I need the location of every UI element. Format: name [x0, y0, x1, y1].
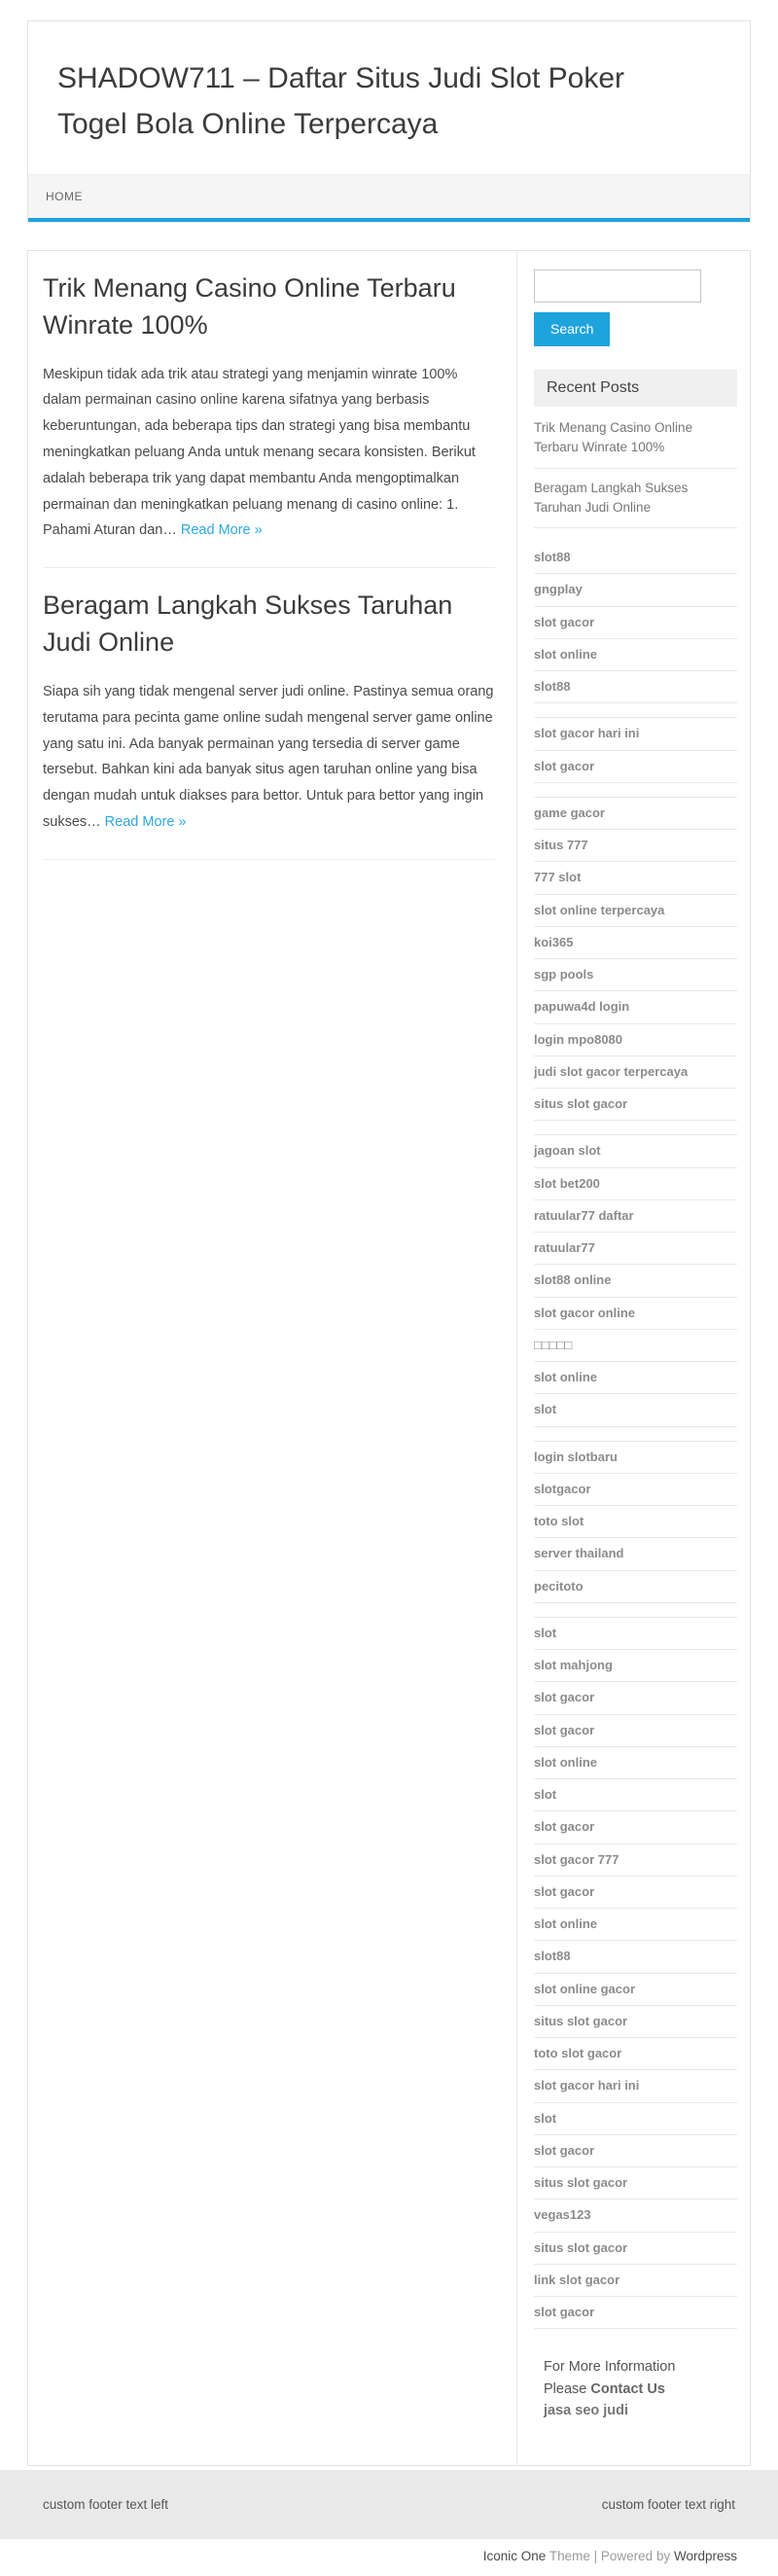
- sidebar-link-item: [534, 1442, 737, 1474]
- sidebar-link[interactable]: server thailand: [534, 1546, 624, 1561]
- sidebar-link[interactable]: login mpo8080: [534, 1031, 623, 1047]
- sidebar-link-item: [534, 1394, 737, 1426]
- sidebar-link-item: [534, 1941, 737, 1973]
- sidebar-link-item: [534, 991, 737, 1023]
- link-group: [534, 542, 737, 703]
- sidebar-link[interactable]: link slot gacor: [534, 2272, 620, 2287]
- credits-powered-by: Powered by: [600, 2548, 671, 2563]
- sidebar-link-item: [534, 1330, 737, 1362]
- sidebar-link-item: [534, 1618, 737, 1650]
- post-excerpt: [43, 679, 495, 836]
- link-group: [534, 797, 737, 1122]
- sidebar-link[interactable]: slot gacor: [534, 2142, 595, 2158]
- sidebar-link[interactable]: situs 777: [534, 838, 588, 852]
- sidebar-link[interactable]: slotgacor: [534, 1481, 591, 1496]
- jasa-seo-judi-link[interactable]: jasa seo judi: [544, 2403, 629, 2419]
- sidebar-link-item: [534, 2070, 737, 2102]
- footer-inner: [27, 2470, 751, 2539]
- link-group: [534, 717, 737, 783]
- sidebar-link-item: [534, 1024, 737, 1056]
- main-column: [28, 251, 517, 2465]
- sidebar-link-item: [534, 2233, 737, 2265]
- sidebar-link[interactable]: slot88: [534, 679, 571, 694]
- sidebar-link-item: [534, 1571, 737, 1603]
- sidebar-link[interactable]: slot online: [534, 1916, 597, 1931]
- sidebar-link-item: [534, 639, 737, 671]
- credits-separator: |: [593, 2548, 598, 2563]
- sidebar-link-item: [534, 1909, 737, 1941]
- sidebar-link-item: [534, 1474, 737, 1506]
- search-form: [534, 269, 737, 346]
- recent-post-link[interactable]: Trik Menang Casino Online Terbaru Winrate 100%: [534, 420, 693, 455]
- sidebar-link[interactable]: slot: [534, 1787, 557, 1802]
- sidebar-link[interactable]: slot: [534, 2110, 557, 2126]
- sidebar-link[interactable]: □□□□□: [534, 1337, 573, 1352]
- sidebar-link[interactable]: slot gacor hari ini: [534, 2078, 640, 2093]
- footer-band: [0, 2470, 778, 2539]
- sidebar-link[interactable]: slot bet200: [534, 1175, 600, 1191]
- credits-bar: [27, 2539, 751, 2576]
- content-area: [27, 250, 751, 2466]
- sidebar-link[interactable]: slot88: [534, 1949, 571, 1964]
- sidebar-link[interactable]: slot gacor: [534, 614, 595, 629]
- link-group: [534, 1617, 737, 2330]
- info-line-2-text: Please: [544, 2380, 591, 2397]
- nav-item-home[interactable]: HOME: [46, 190, 83, 203]
- theme-name-link[interactable]: Iconic One: [482, 2548, 547, 2563]
- credits-theme-word: Theme: [548, 2548, 590, 2563]
- sidebar-link-item: [534, 1135, 737, 1167]
- sidebar-link-groups: [534, 542, 737, 2329]
- info-line-2: [544, 2379, 737, 2400]
- recent-posts-list: [534, 409, 737, 528]
- site-branding: [28, 21, 750, 174]
- sidebar-link[interactable]: slot online terpercaya: [534, 902, 665, 917]
- sidebar-link[interactable]: slot online: [534, 646, 597, 662]
- sidebar-link[interactable]: gngplay: [534, 582, 583, 597]
- sidebar-link-item: [534, 751, 737, 783]
- sidebar-link[interactable]: toto slot: [534, 1514, 584, 1528]
- sidebar-link-item: [534, 1362, 737, 1394]
- sidebar-link[interactable]: slot gacor 777: [534, 1851, 619, 1867]
- footer-text-right: custom footer text right: [601, 2496, 735, 2512]
- sidebar-link-item: [534, 959, 737, 991]
- sidebar-link-item: [534, 2038, 737, 2070]
- sidebar-link-item: [534, 607, 737, 639]
- sidebar-link-item: [534, 1779, 737, 1811]
- info-line-3: [544, 2400, 737, 2421]
- sidebar-link[interactable]: slot88: [534, 550, 571, 564]
- sidebar-link[interactable]: judi slot gacor terpercaya: [534, 1063, 689, 1079]
- sidebar-link[interactable]: pecitoto: [534, 1578, 584, 1593]
- sidebar-link[interactable]: jagoan slot: [534, 1143, 601, 1159]
- sidebar-link[interactable]: slot gacor hari ini: [534, 726, 640, 741]
- sidebar-link-item: [534, 1265, 737, 1297]
- sidebar-link[interactable]: slot online: [534, 1754, 597, 1770]
- sidebar-link[interactable]: ratuular77: [534, 1240, 595, 1255]
- sidebar-link[interactable]: slot gacor: [534, 2305, 595, 2319]
- post-excerpt-text: Siapa sih yang tidak mengenal server judi online. Pastinya semua orang terutama para pecinta game online sudah mengenal server game online yang satu ini. Ada banyak permainan yang tersedia di server game tersebut. Bahkan kini ada banyak situs agen taruhan online yang bisa dengan mudah untuk diakses para bettor. Untuk para bettor yang ingin sukses…: [43, 683, 494, 830]
- recent-post-item: [534, 469, 737, 529]
- read-more-link[interactable]: Read More »: [180, 522, 263, 539]
- sidebar-link[interactable]: 777 slot: [534, 870, 582, 885]
- sidebar-link[interactable]: slot online gacor: [534, 1981, 636, 1996]
- sidebar-link-item: [534, 1747, 737, 1779]
- sidebar-link-item: [534, 1200, 737, 1233]
- post-title[interactable]: Beragam Langkah Sukses Taruhan Judi Online: [43, 590, 453, 658]
- sidebar-link-item: [534, 2103, 737, 2135]
- sidebar-link[interactable]: koi365: [534, 934, 574, 949]
- sidebar-link-item: [534, 1877, 737, 1909]
- sidebar-link-item: [534, 1844, 737, 1877]
- sidebar-link-item: [534, 895, 737, 927]
- sidebar-link[interactable]: slot online: [534, 1370, 597, 1384]
- sidebar-link[interactable]: situs slot gacor: [534, 1096, 628, 1111]
- sidebar-link[interactable]: situs slot gacor: [534, 2013, 628, 2028]
- sidebar-link[interactable]: toto slot gacor: [534, 2046, 622, 2060]
- link-group: [534, 1441, 737, 1603]
- post: [43, 568, 495, 859]
- info-line-1: For More Information: [544, 2359, 676, 2376]
- sidebar-link[interactable]: ratuular77 daftar: [534, 1207, 634, 1223]
- post: [43, 270, 495, 568]
- sidebar-link-item: [534, 1538, 737, 1570]
- footer-text-left: custom footer text left: [43, 2496, 169, 2512]
- sidebar: [517, 251, 750, 2465]
- sidebar-link[interactable]: slot: [534, 1625, 557, 1640]
- sidebar-link-item: [534, 862, 737, 894]
- sidebar-link-item: [534, 1974, 737, 2006]
- sidebar-link-item: [534, 1056, 737, 1089]
- sidebar-link-item: [534, 1682, 737, 1714]
- sidebar-link-item: [534, 2200, 737, 2232]
- link-group: [534, 1134, 737, 1426]
- sidebar-link-item: [534, 2006, 737, 2038]
- sidebar-link-item: [534, 1811, 737, 1843]
- post-excerpt: [43, 362, 495, 545]
- read-more-link[interactable]: Read More »: [104, 813, 187, 830]
- recent-post-item: [534, 409, 737, 469]
- sidebar-link-item: [534, 574, 737, 606]
- sidebar-link[interactable]: slot gacor online: [534, 1305, 636, 1320]
- sidebar-link[interactable]: papuwa4d login: [534, 999, 630, 1015]
- sidebar-link-item: [534, 671, 737, 703]
- sidebar-link-item: [534, 2167, 737, 2200]
- sidebar-link[interactable]: slot: [534, 1402, 557, 1417]
- sidebar-link[interactable]: slot88 online: [534, 1272, 612, 1288]
- sidebar-link[interactable]: slot gacor: [534, 1722, 595, 1737]
- sidebar-link-item: [534, 1715, 737, 1747]
- sidebar-link-item: [534, 1089, 737, 1121]
- site-header: [27, 20, 751, 223]
- recent-post-link[interactable]: Beragam Langkah Sukses Taruhan Judi Online: [534, 480, 689, 515]
- sidebar-link[interactable]: vegas123: [534, 2207, 591, 2223]
- sidebar-link-item: [534, 1168, 737, 1200]
- sidebar-link-item: [534, 830, 737, 862]
- sidebar-link[interactable]: situs slot gacor: [534, 2239, 628, 2255]
- sidebar-link-item: [534, 1650, 737, 1682]
- contact-us-link[interactable]: Contact Us: [590, 2380, 665, 2397]
- sidebar-link-item: [534, 2265, 737, 2297]
- page-footer: [0, 2470, 778, 2576]
- sidebar-link-item: [534, 2297, 737, 2329]
- search-button[interactable]: Search: [534, 312, 610, 346]
- sidebar-link[interactable]: sgp pools: [534, 967, 594, 982]
- sidebar-link-item: [534, 1233, 737, 1265]
- sidebar-link[interactable]: slot mahjong: [534, 1658, 613, 1672]
- sidebar-link[interactable]: slot gacor: [534, 1690, 595, 1705]
- main-nav: [28, 174, 750, 222]
- post-excerpt-text: Meskipun tidak ada trik atau strategi yang menjamin winrate 100% dalam permainan casino online karena sifatnya yang berbasis keberuntungan, ada beberapa tips dan strategi yang bisa membantu meningkatkan peluang Anda untuk menang secara konsisten. Berikut adalah beberapa trik yang dapat membantu Anda mengoptimalkan permainan dan meningkatkan peluang menang di casino online: 1. Pahami Aturan dan…: [43, 366, 476, 539]
- post-title[interactable]: Trik Menang Casino Online Terbaru Winrate 100%: [43, 273, 456, 340]
- sidebar-link[interactable]: situs slot gacor: [534, 2175, 628, 2190]
- sidebar-link-item: [534, 2135, 737, 2167]
- sidebar-link-item: [534, 542, 737, 574]
- sidebar-link[interactable]: slot gacor: [534, 758, 595, 773]
- recent-posts-widget: [534, 370, 737, 528]
- wordpress-link[interactable]: Wordpress: [673, 2548, 737, 2563]
- info-widget: [544, 2356, 737, 2421]
- sidebar-link[interactable]: game gacor: [534, 805, 605, 820]
- sidebar-link-item: [534, 718, 737, 750]
- sidebar-link[interactable]: slot gacor: [534, 1883, 595, 1899]
- sidebar-link[interactable]: login slotbaru: [534, 1449, 618, 1464]
- sidebar-link-item: [534, 1506, 737, 1538]
- site-title[interactable]: SHADOW711 – Daftar Situs Judi Slot Poker Togel Bola Online Terpercaya: [57, 62, 625, 140]
- sidebar-link[interactable]: slot gacor: [534, 1819, 595, 1835]
- search-input[interactable]: [534, 269, 701, 303]
- recent-posts-heading: Recent Posts: [534, 370, 737, 407]
- sidebar-link-item: [534, 1298, 737, 1330]
- sidebar-link-item: [534, 927, 737, 959]
- sidebar-link-item: [534, 798, 737, 830]
